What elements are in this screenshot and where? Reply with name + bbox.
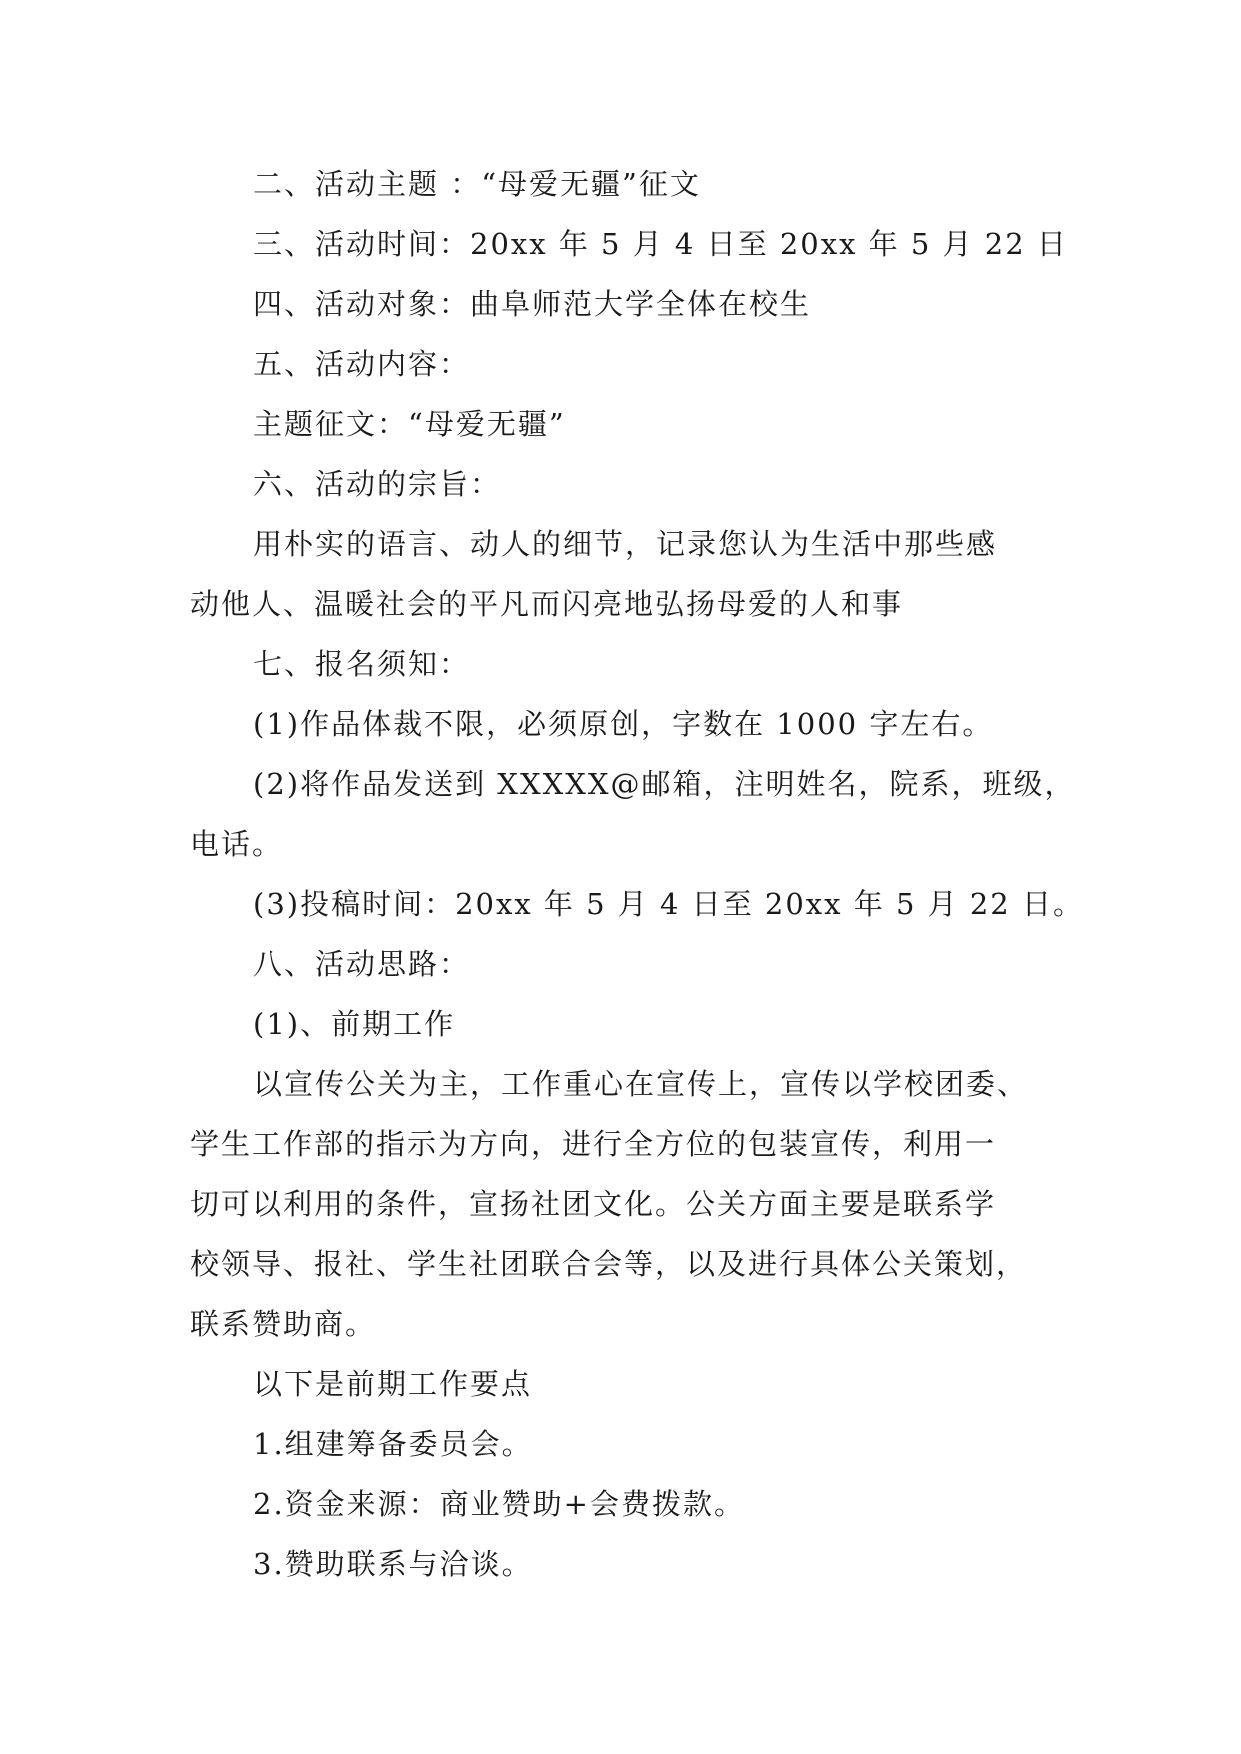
approach-paragraph-line-4: 校领导、报社、学生社团联合会等，以及进行具体公关策划， [190, 1247, 1028, 1281]
registration-item-3: (3)投稿时间：20xx 年 5 月 4 日至 20xx 年 5 月 22 日。 [253, 887, 1084, 921]
key-point-2: 2.资金来源：商业赞助+会费拨款。 [253, 1487, 745, 1521]
registration-item-1: (1)作品体裁不限，必须原创，字数在 1000 字左右。 [253, 707, 994, 741]
section-8-approach: 八、活动思路： [253, 947, 471, 981]
theme-essay-line: 主题征文：“母爱无疆” [253, 407, 566, 441]
approach-paragraph-line-2: 学生工作部的指示为方向，进行全方位的包装宣传，利用一 [190, 1127, 997, 1161]
key-point-1: 1.组建筹备委员会。 [253, 1427, 533, 1461]
approach-paragraph-line-1: 以宣传公关为主，工作重心在宣传上，宣传以学校团委、 [253, 1067, 1029, 1101]
section-2-theme: 二、活动主题 ：“母爱无疆”征文 [253, 167, 701, 201]
key-point-3: 3.赞助联系与洽谈。 [253, 1547, 533, 1581]
purpose-paragraph-line-2: 动他人、温暖社会的平凡而闪亮地弘扬母爱的人和事 [190, 587, 904, 621]
section-4-target: 四、活动对象：曲阜师范大学全体在校生 [253, 287, 812, 321]
purpose-paragraph-line-1: 用朴实的语言、动人的细节，记录您认为生活中那些感 [253, 527, 998, 561]
section-7-registration: 七、报名须知： [253, 647, 471, 681]
approach-subheading-1: (1)、前期工作 [253, 1007, 456, 1041]
section-5-content: 五、活动内容： [253, 347, 471, 381]
approach-paragraph-line-3: 切可以利用的条件，宣扬社团文化。公关方面主要是联系学 [190, 1187, 997, 1221]
section-6-purpose: 六、活动的宗旨： [253, 467, 502, 501]
registration-item-2-line-1: (2)将作品发送到 XXXXX@邮箱，注明姓名，院系，班级， [253, 767, 1076, 801]
key-points-heading: 以下是前期工作要点 [253, 1367, 533, 1401]
section-3-time: 三、活动时间：20xx 年 5 月 4 日至 20xx 年 5 月 22 日 [253, 227, 1068, 261]
approach-paragraph-line-5: 联系赞助商。 [190, 1307, 377, 1341]
registration-item-2-line-2: 电话。 [190, 827, 284, 861]
